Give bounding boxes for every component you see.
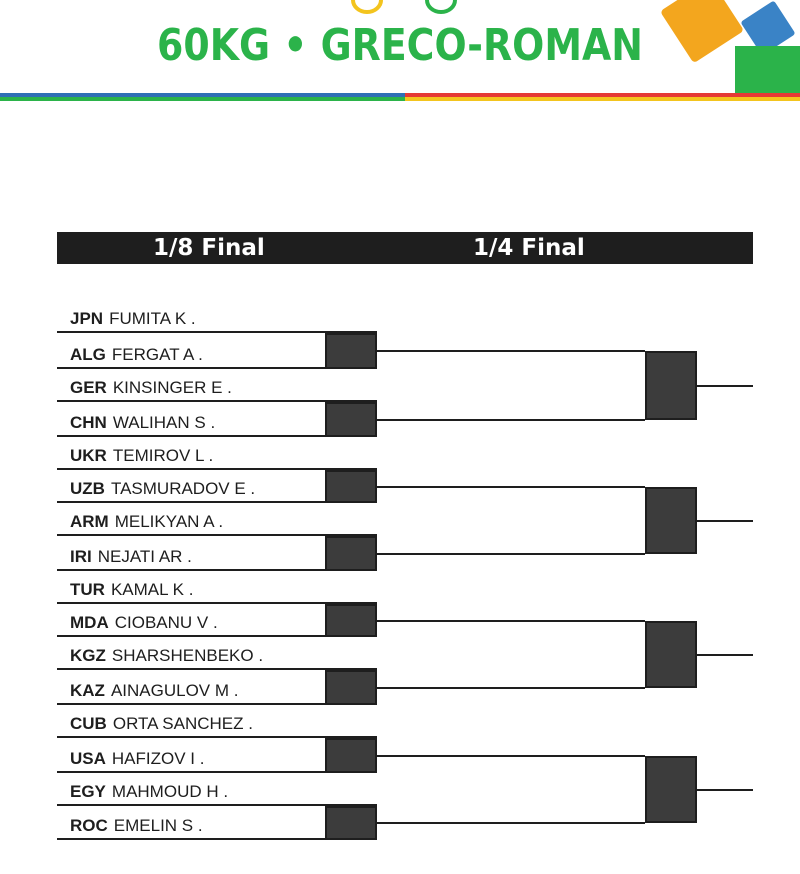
country-code: USA — [70, 749, 106, 768]
quarterfinal-result-box — [645, 756, 697, 823]
athlete-entry — [70, 413, 215, 433]
country-code: MDA — [70, 613, 109, 632]
bracket-connector — [697, 520, 753, 522]
athlete-name: TEMIROV L . — [112, 446, 214, 465]
country-code: JPN — [70, 309, 104, 328]
athlete-entry — [70, 345, 203, 365]
bracket-connector — [377, 755, 645, 757]
round-label-eighth-final: 1/8 Final — [153, 235, 265, 261]
athlete-entry — [70, 309, 196, 329]
bracket-connector — [377, 822, 645, 824]
athlete-entry — [70, 547, 192, 567]
athlete-name: FERGAT A . — [111, 345, 203, 364]
athlete-entry — [70, 378, 232, 398]
athlete-name: KAMAL K . — [110, 580, 194, 599]
quarterfinal-result-box — [645, 487, 697, 554]
athlete-entry — [70, 613, 218, 633]
olympic-rings-icon — [335, 0, 475, 14]
athlete-name: NEJATI AR . — [97, 547, 192, 566]
bracket-connector — [377, 419, 645, 421]
athlete-entry — [70, 646, 263, 666]
country-code: CHN — [70, 413, 107, 432]
country-code: CUB — [70, 714, 107, 733]
athlete-name: SHARSHENBEKO . — [111, 646, 264, 665]
bracket-connector — [377, 553, 645, 555]
athlete-name: FUMITA K . — [109, 309, 196, 328]
athlete-name: EMELIN S . — [113, 816, 203, 835]
match-result-box — [325, 333, 377, 369]
match-result-box — [325, 670, 377, 705]
athlete-entry — [70, 446, 213, 466]
bracket-connector — [377, 687, 645, 689]
color-stripe-green — [0, 97, 405, 101]
match-result-box — [325, 806, 377, 840]
athlete-entry — [70, 479, 255, 499]
country-code: ROC — [70, 816, 108, 835]
athlete-name: TASMURADOV E . — [110, 479, 256, 498]
country-code: GER — [70, 378, 107, 397]
decorative-green-shape — [735, 46, 800, 96]
country-code: IRI — [70, 547, 92, 566]
country-code: UZB — [70, 479, 105, 498]
bracket-connector — [697, 654, 753, 656]
athlete-name: AINAGULOV M . — [110, 681, 239, 700]
match-result-box — [325, 738, 377, 773]
athlete-entry — [70, 714, 253, 734]
country-code: TUR — [70, 580, 105, 599]
quarterfinal-result-box — [645, 351, 697, 420]
quarterfinal-result-box — [645, 621, 697, 688]
country-code: KGZ — [70, 646, 106, 665]
athlete-entry — [70, 816, 203, 836]
athlete-entry — [70, 580, 193, 600]
bracket-connector — [697, 789, 753, 791]
athlete-entry — [70, 681, 238, 701]
color-stripe-yellow — [405, 97, 800, 101]
athlete-name: WALIHAN S . — [112, 413, 216, 432]
country-code: ALG — [70, 345, 106, 364]
match-result-box — [325, 536, 377, 571]
athlete-entry — [70, 782, 228, 802]
round-header-bar — [57, 232, 753, 264]
bracket-connector — [377, 620, 645, 622]
country-code: ARM — [70, 512, 109, 531]
athlete-name: ORTA SANCHEZ . — [112, 714, 253, 733]
athlete-name: HAFIZOV I . — [111, 749, 205, 768]
athlete-name: CIOBANU V . — [114, 613, 218, 632]
athlete-entry — [70, 512, 223, 532]
match-result-box — [325, 470, 377, 503]
match-result-box — [325, 604, 377, 637]
athlete-name: KINSINGER E . — [112, 378, 232, 397]
match-result-box — [325, 402, 377, 437]
bracket-connector — [697, 385, 753, 387]
country-code: KAZ — [70, 681, 105, 700]
athlete-entry — [70, 749, 204, 769]
country-code: UKR — [70, 446, 107, 465]
bracket-connector — [377, 350, 645, 352]
athlete-name: MAHMOUD H . — [111, 782, 229, 801]
bracket-connector — [377, 486, 645, 488]
athlete-name: MELIKYAN A . — [114, 512, 224, 531]
round-label-quarter-final: 1/4 Final — [473, 235, 585, 261]
page-title: 60KG • GRECO-ROMAN — [157, 20, 643, 71]
country-code: EGY — [70, 782, 106, 801]
